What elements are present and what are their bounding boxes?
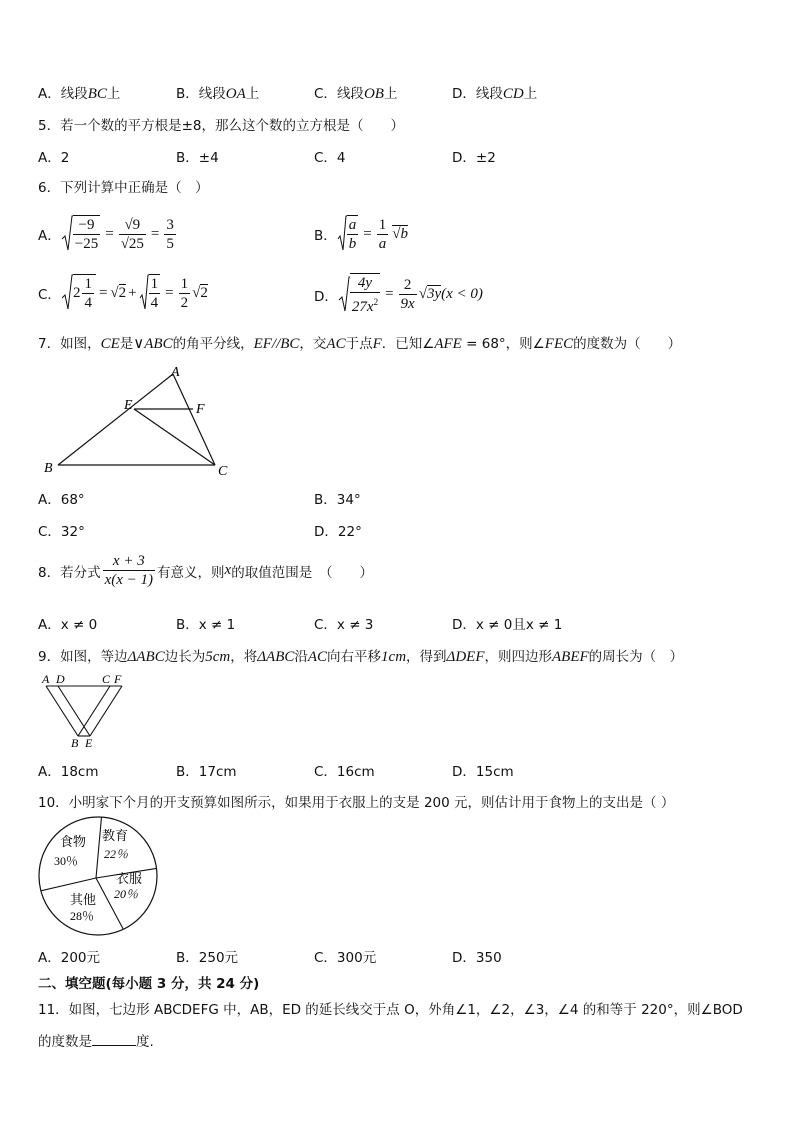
q9-option-b: B．17cm bbox=[176, 764, 237, 780]
q9-stem: 9．如图，等边ΔABC边长为5cm，将ΔABC沿AC向右平移1cm，得到ΔDEF，则四边形ABEF的周长为（ ） bbox=[38, 649, 684, 665]
label-e: E bbox=[124, 398, 133, 413]
label-b: B bbox=[44, 461, 53, 476]
pie-value-clothes: 20％ bbox=[114, 887, 139, 901]
segment-fe bbox=[90, 686, 122, 736]
label-c: C bbox=[218, 464, 228, 479]
q8-option-a: A．x ≠ 0 bbox=[38, 617, 98, 633]
pie-value-food: 30％ bbox=[54, 854, 79, 868]
q8-stem: 8．若分式 $\frac{x + 3}{x(x - 1)}$ 有意义，则 x 的取值范围是 （ ） bbox=[38, 553, 373, 588]
q6-c-key: C． bbox=[38, 287, 61, 303]
q10-option-a: A．200元 bbox=[38, 950, 101, 966]
q6-option-a: A． $\frac{-9}{-25}$ = $\frac{√9}{√25}$ = $\frac{3}{5}$ bbox=[38, 214, 178, 254]
q4-option-d: D．线段CD上 bbox=[452, 86, 538, 102]
q5-stem: 5．若一个数的平方根是±8，那么这个数的立方根是（ ） bbox=[38, 118, 404, 134]
label-c: C bbox=[102, 672, 111, 686]
q11-line-1: 11．如图，七边形 ABCDEFG 中，AB，ED 的延长线交于点 O，外角∠1，∠2，∠3，∠4 的和等于 220°，则∠BOD bbox=[38, 1002, 743, 1018]
q5-option-d: D．±2 bbox=[452, 150, 496, 166]
q4-option-a: A．线段BC上 bbox=[38, 86, 121, 102]
label-a: A bbox=[171, 365, 180, 380]
segment-cb bbox=[78, 686, 110, 736]
q9-option-a: A．18cm bbox=[38, 764, 99, 780]
q7-triangle-figure bbox=[38, 362, 238, 480]
q11-line-2: 的度数是 度. bbox=[38, 1034, 154, 1050]
segment-ab bbox=[46, 686, 78, 736]
label-a: A bbox=[42, 672, 50, 686]
q4-option-b: B．线段OA上 bbox=[176, 86, 260, 102]
answer-blank[interactable] bbox=[92, 1033, 136, 1046]
label-d: D bbox=[56, 672, 65, 686]
q7-option-d: D．22° bbox=[314, 524, 362, 540]
radical-sign-icon bbox=[61, 273, 73, 313]
label-f: F bbox=[114, 672, 122, 686]
q10-option-b: B．250元 bbox=[176, 950, 239, 966]
q9-translation-figure bbox=[38, 672, 138, 750]
q10-pie-chart bbox=[36, 816, 162, 938]
q5-option-b: B．±4 bbox=[176, 150, 219, 166]
segment-ec bbox=[134, 409, 215, 465]
radical-sign-icon bbox=[61, 214, 73, 254]
section-2-heading: 二、填空题(每小题 3 分，共 24 分) bbox=[38, 976, 260, 992]
pie-label-clothes: 衣服 bbox=[116, 871, 143, 886]
q8-option-d: D．x ≠ 0且x ≠ 1 bbox=[452, 617, 563, 633]
q7-option-a: A．68° bbox=[38, 492, 85, 508]
label-e: E bbox=[85, 736, 93, 750]
pie-label-other: 其他 bbox=[70, 892, 97, 907]
q8-option-b: B．x ≠ 1 bbox=[176, 617, 236, 633]
radical-sign-icon bbox=[338, 275, 350, 315]
q8-option-c: C．x ≠ 3 bbox=[314, 617, 374, 633]
q9-option-c: C．16cm bbox=[314, 764, 375, 780]
pie-label-food: 食物 bbox=[60, 834, 87, 849]
q6-option-d: D． $\frac{4y}{27x^2}$ = $\frac{2}{9x}$ √3y (x < 0) bbox=[314, 275, 483, 315]
q6-d-key: D． bbox=[314, 288, 338, 305]
pie-value-education: 22％ bbox=[104, 847, 129, 861]
q6-b-key: B． bbox=[314, 228, 337, 244]
q7-option-b: B．34° bbox=[314, 492, 361, 508]
q6-stem: 6．下列计算中正确是（ ） bbox=[38, 180, 209, 196]
q5-option-c: C．4 bbox=[314, 150, 346, 166]
q10-option-c: C．300元 bbox=[314, 950, 377, 966]
q6-a-key: A． bbox=[38, 228, 61, 244]
label-f: F bbox=[196, 402, 205, 417]
pie-label-education: 教育 bbox=[102, 828, 129, 843]
q6-option-b: B． $\frac{a}{b}$ = $\frac{1}{a}$ √b bbox=[314, 214, 408, 254]
q5-option-a: A．2 bbox=[38, 150, 70, 166]
q7-stem: 7．如图，CE是∨ABC的角平分线，EF//BC，交AC于点F．已知∠AFE = 68°，则∠FEC的度数为（ ） bbox=[38, 336, 682, 352]
q7-option-c: C．32° bbox=[38, 524, 85, 540]
q10-stem: 10．小明家下个月的开支预算如图所示，如果用于衣服上的支是 200 元，则估计用于食物上的支出是（ ） bbox=[38, 795, 675, 811]
segment-ba bbox=[58, 374, 173, 465]
q9-option-d: D．15cm bbox=[452, 764, 514, 780]
q10-option-d: D．350 bbox=[452, 950, 502, 966]
pie-value-other: 28％ bbox=[70, 909, 95, 923]
segment-de bbox=[58, 686, 90, 736]
radical-sign-icon bbox=[337, 214, 347, 254]
segment-ac bbox=[173, 374, 215, 465]
radical-sign-icon bbox=[139, 273, 149, 313]
q6-option-c: C． 2 $\frac{1}{4}$ = √2 + $\frac{1}{4}$ = $\frac{1}{2}$ √2 bbox=[38, 273, 208, 313]
q4-option-c: C．线段OB上 bbox=[314, 86, 398, 102]
label-b: B bbox=[71, 736, 79, 750]
